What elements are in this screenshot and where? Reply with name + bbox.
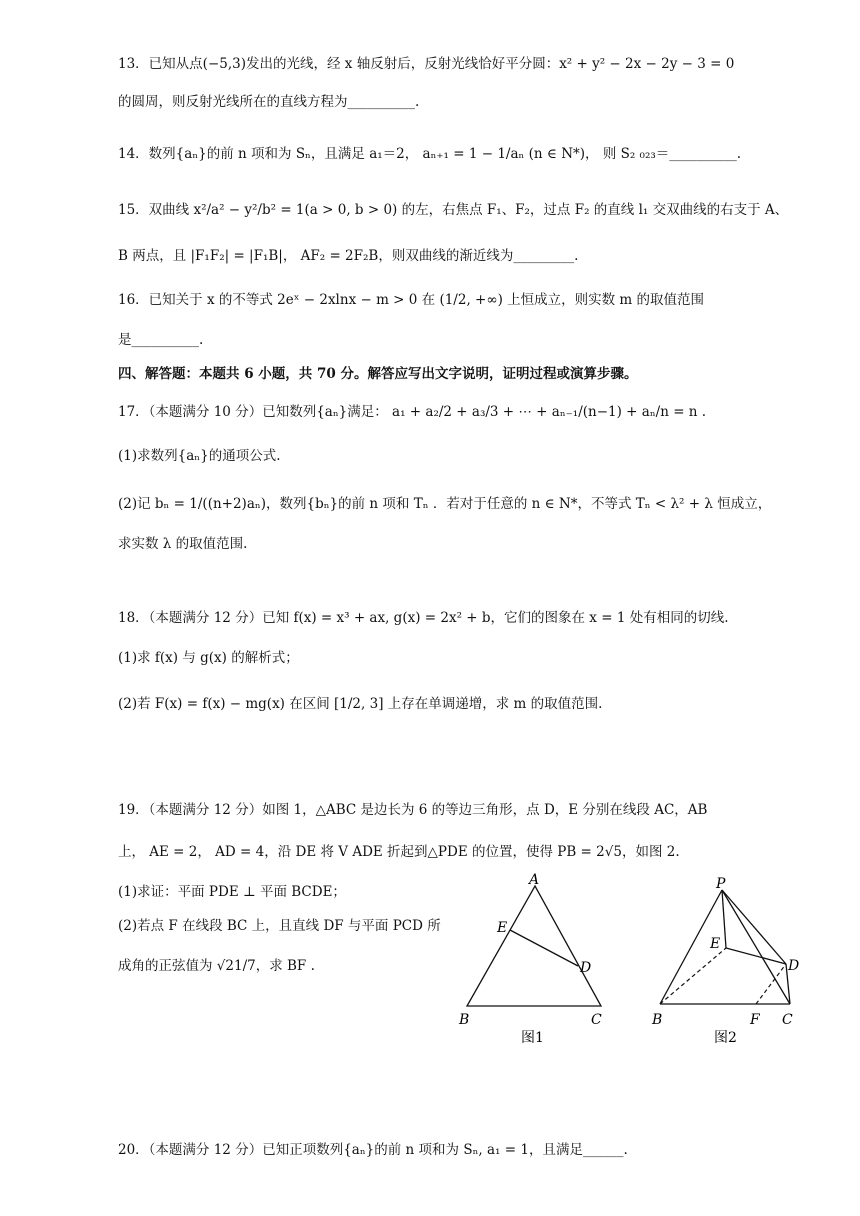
q13-line1: 13．已知从点(−5,3)发出的光线，经 x 轴反射后，反射光线恰好平分圆：x² + y² − 2x − 2y − 3 = 0 bbox=[118, 56, 735, 72]
q13-line2: 的圆周，则反射光线所在的直线方程为__________. bbox=[118, 94, 420, 110]
q18-line2: (1)求 f(x) 与 g(x) 的解析式； bbox=[118, 650, 299, 666]
q15-line2: B 两点，且 |F₁F₂| = |F₁B|， AF₂ = 2F₂B，则双曲线的渐近线为_________. bbox=[118, 248, 579, 264]
fig2-label-p: P bbox=[716, 876, 726, 892]
fig2-label-d: D bbox=[788, 958, 800, 974]
q19-line3: (1)求证：平面 PDE ⊥ 平面 BCDE； bbox=[118, 884, 346, 900]
fig2-label-f: F bbox=[750, 1012, 760, 1028]
q17-line3: (2)记 bₙ = 1/((n+2)aₙ)，数列{bₙ}的前 n 项和 Tₙ ．若对于任意的 n ∈ N*，不等式 Tₙ < λ² + λ 恒成立， bbox=[118, 496, 772, 512]
figure-2 bbox=[648, 872, 808, 1052]
q19-line4: (2)若点 F 在线段 BC 上，且直线 DF 与平面 PCD 所 bbox=[118, 918, 441, 934]
fig2-label-c: C bbox=[782, 1012, 793, 1028]
fig2-caption: 图2 bbox=[714, 1030, 737, 1046]
fig1-label-c: C bbox=[591, 1012, 602, 1028]
q15-line1: 15．双曲线 x²/a² − y²/b² = 1(a > 0, b > 0) 的左，右焦点 F₁、F₂，过点 F₂ 的直线 l₁ 交双曲线的右支于 A、 bbox=[118, 202, 789, 218]
q19-line1: 19．（本题满分 12 分）如图 1，△ABC 是边长为 6 的等边三角形，点 D，E 分别在线段 AC，AB bbox=[118, 802, 708, 818]
q17-line1: 17．（本题满分 10 分）已知数列{aₙ}满足： a₁ + a₂/2 + a₃/3 + ⋯ + aₙ₋₁/(n−1) + aₙ/n = n . bbox=[118, 404, 707, 420]
q17-line4: 求实数 λ 的取值范围. bbox=[118, 536, 248, 552]
fig2-label-b: B bbox=[652, 1012, 663, 1028]
q16-line1: 16．已知关于 x 的不等式 2eˣ − 2xlnx − m > 0 在 (1/2, +∞) 上恒成立，则实数 m 的取值范围 bbox=[118, 292, 705, 308]
figure-2-diagram bbox=[648, 872, 808, 1052]
fig1-label-a: A bbox=[529, 872, 540, 888]
section-heading: 四、解答题：本题共 6 小题，共 70 分。解答应写出文字说明，证明过程或演算步骤。 bbox=[118, 366, 638, 382]
fig1-label-d: D bbox=[580, 960, 592, 976]
q19-line5: 成角的正弦值为 √21/7，求 BF . bbox=[118, 958, 315, 974]
q17-line2: (1)求数列{aₙ}的通项公式. bbox=[118, 448, 281, 464]
fig2-label-e: E bbox=[710, 936, 721, 952]
fig1-label-e: E bbox=[497, 920, 508, 936]
q18-line1: 18．（本题满分 12 分）已知 f(x) = x³ + ax, g(x) = 2x² + b，它们的图象在 x = 1 处有相同的切线. bbox=[118, 610, 729, 626]
q14-line1: 14．数列{aₙ}的前 n 项和为 Sₙ，且满足 a₁＝2， aₙ₊₁ = 1 − 1/aₙ (n ∈ N*)， 则 S₂ ₀₂₃＝__________. bbox=[118, 146, 742, 162]
q20-line1: 20．（本题满分 12 分）已知正项数列{aₙ}的前 n 项和为 Sₙ, a₁ = 1，且满足______. bbox=[118, 1142, 628, 1158]
q16-line2: 是__________. bbox=[118, 332, 204, 348]
q19-line2: 上， AE = 2， AD = 4，沿 DE 将 V ADE 折起到△PDE 的位置，使得 PB = 2√5，如图 2. bbox=[118, 844, 680, 860]
fig1-label-b: B bbox=[459, 1012, 470, 1028]
q18-line3: (2)若 F(x) = f(x) − mg(x) 在区间 [1/2, 3] 上存在单调递增，求 m 的取值范围. bbox=[118, 696, 603, 712]
figure-1-diagram bbox=[455, 872, 615, 1052]
figure-1 bbox=[455, 872, 615, 1052]
fig1-caption: 图1 bbox=[521, 1030, 544, 1046]
